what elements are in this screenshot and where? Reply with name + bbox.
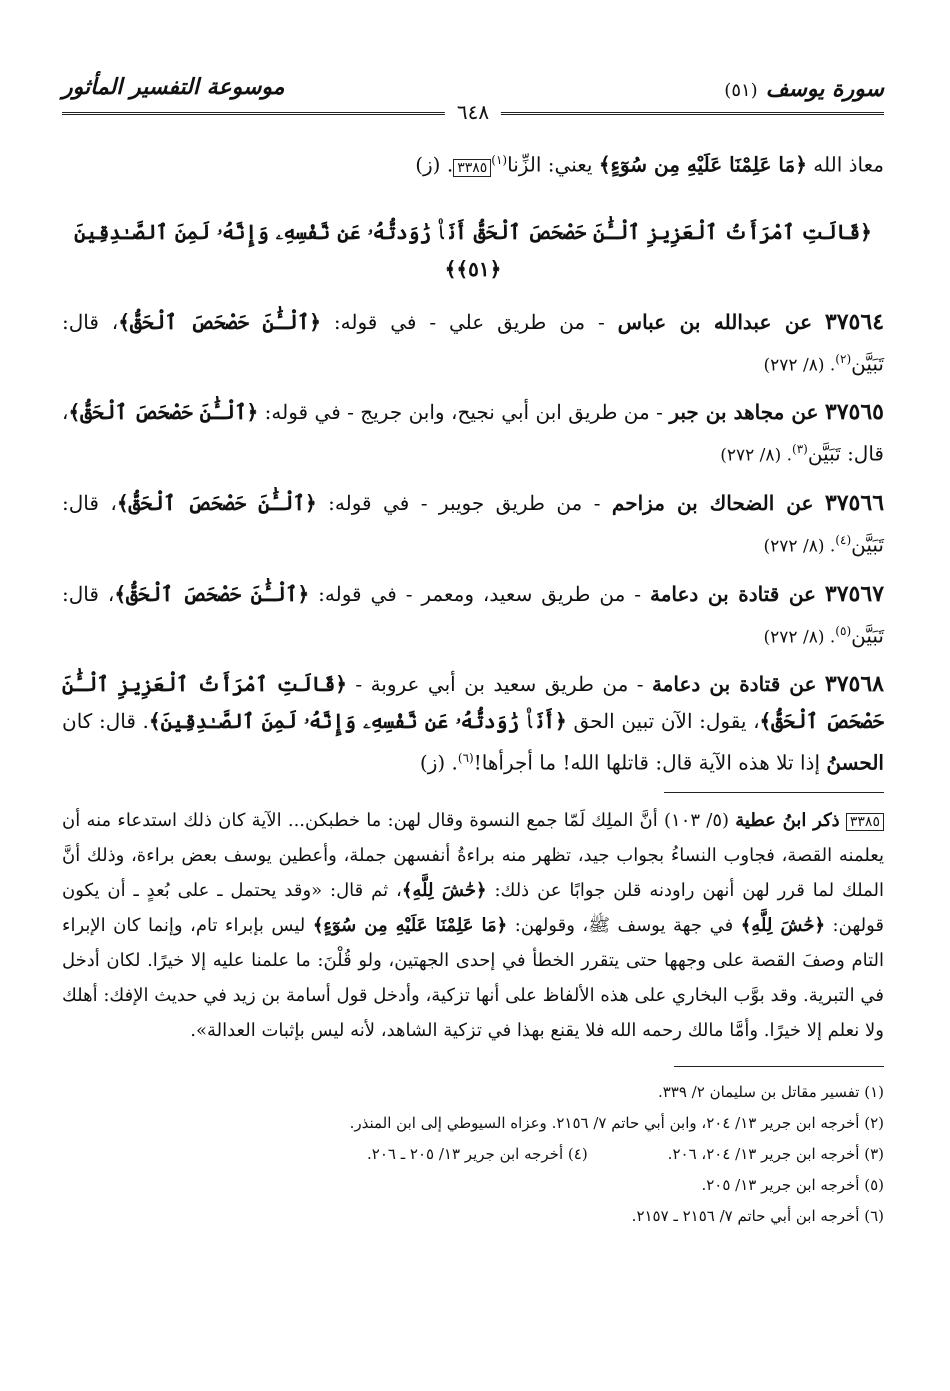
footnote-marker[interactable]: (١) bbox=[491, 153, 508, 167]
footnote-divider bbox=[674, 1066, 884, 1067]
report-item: ٣٧٥٦٧ عن قتادة بن دعامة - من طريق سعيد، ومعمر - في قوله: ﴿ٱلْـَٰٔنَ حَصْحَصَ ٱلْحَقُّ﴾، قال: تَبَيَّن$^{(٥)}$. (٨/ ٢٧٢) bbox=[62, 580, 885, 648]
report-number: ٣٧٥٦٥ bbox=[824, 399, 884, 426]
intro-paragraph: معاذ الله ﴿مَا عَلِمْنَا عَلَيْهِ مِن سُوٓءٍ﴾ يعني: الزِّنا$^{(١)}$٣٣٨٥. (ز) bbox=[415, 152, 884, 177]
quran-quote: ﴿ٱلْـَٰٔنَ حَصْحَصَ ٱلْحَقُّ﴾ bbox=[118, 309, 322, 334]
volume-ref: . (٨/ ٢٧٢) bbox=[763, 627, 836, 648]
quran-quote: ﴿حَٰشَ لِلَّهِ﴾ bbox=[401, 879, 487, 901]
quran-quote: ﴿مَا عَلِمْنَا عَلَيْهِ مِن سُوٓءٍ﴾ bbox=[598, 152, 807, 177]
footnote-marker[interactable]: (٦) bbox=[457, 751, 474, 766]
quran-quote: ﴿قَالَتِ ٱمْرَأَتُ ٱلْعَزِيزِ ٱلْـَٰٔنَ حَصْحَصَ ٱلْحَقُّ﴾ bbox=[62, 672, 884, 734]
commentary-note: ٣٣٨٥ ذكر ابنُ عطية (٥/ ١٠٣) أنَّ الملِك لَمّا جمع النسوة وقال لهن: ما خطبكن... الآية كان ذلك استدعاء منه أن يعلمنه القصة، فجاوب النساءُ بجواب جيد، تظهر منه براءةُ أنفسهن جملة، وأعطين يوسف بعض براءة، وذلك أنَّ الملك لما قرر لهن أنهن راودنه قلن جوابًا عن ذلك: ﴿حَٰشَ لِلَّهِ﴾، ثم قال: «وقد يحتمل ـ على بُعدٍ ـ أن يكون قولهن: ﴿حَٰشَ لِلَّهِ﴾ في جهة يوسف ﷺ، وقولهن: ﴿مَا عَلِمْنَا عَلَيْهِ مِن سُوٓءٍ﴾ ليس بإبراء تام، وإنما كان الإبراء التام وصفَ القصة على وجهها حتى يتقرر الخطأ في إحدى الجهتين، ولو قُلْنَ: ما علمنا عليه إلا خيرًا. لكان أدخل في التبرية. وقد بوَّب البخاري على هذه الألفاظ على أنها تزكية، وأدخل قول أسامة بن زيد في حديث الإفك: أهلك ولا نعلم إلا خيرًا. وأمَّا مالك رحمه الله فلا يقنع بهذا في تزكية الشاهد، لأنه ليس بإثبات العدالة». bbox=[62, 809, 884, 1041]
footnote: (١) تفسير مقاتل بن سليمان ٢/ ٣٣٩. bbox=[657, 1082, 884, 1101]
footnote-row bbox=[62, 1139, 884, 1170]
page-header bbox=[62, 70, 884, 124]
surah-name: سورة يوسف bbox=[765, 76, 884, 102]
footnote: (٢) أخرجه ابن جرير ١٣/ ٢٠٤، وابن أبي حاتم ٧/ ٢١٥٦. وعزاه السيوطي إلى ابن المنذر. bbox=[349, 1113, 884, 1132]
commentary-ref-box[interactable]: ٣٣٨٥ bbox=[846, 813, 884, 831]
footnote-marker[interactable]: (٥) bbox=[835, 623, 852, 638]
footnote: (٥) أخرجه ابن جرير ١٣/ ٢٠٥. bbox=[701, 1175, 884, 1194]
report-item: ٣٧٥٦٤ عن عبدالله بن عباس - من طريق علي - في قوله: ﴿ٱلْـَٰٔنَ حَصْحَصَ ٱلْحَقُّ﴾، قال: تَبَيَّن$^{(٢)}$. (٨/ ٢٧٢) bbox=[62, 308, 885, 376]
footnote-marker[interactable]: (٣) bbox=[792, 442, 808, 457]
scholar-name: ذكر ابنُ عطية bbox=[735, 809, 840, 831]
footnote: (٤) أخرجه ابن جرير ١٣/ ٢٠٥ ـ ٢٠٦. bbox=[367, 1144, 588, 1163]
verse-heading: ﴿قَالَتِ ٱمْرَأَتُ ٱلْعَزِيزِ ٱلْـَٰٔنَ حَصْحَصَ ٱلْحَقُّ أَنَا۠ رَٰوَدتُّهُۥ عَن نَّفْسِهِۦ وَإِنَّهُۥ لَمِنَ ٱلصَّـٰدِقِينَ ﴿٥١﴾﴾ bbox=[74, 219, 872, 281]
volume-ref: . (٨/ ٢٧٢) bbox=[763, 536, 836, 557]
quran-quote: ﴿حَٰشَ لِلَّهِ﴾ bbox=[740, 914, 826, 936]
quran-quote: ﴿مَا عَلِمْنَا عَلَيْهِ مِن سُوٓءٍ﴾ bbox=[312, 914, 508, 936]
footnote: (٦) أخرجه ابن أبي حاتم ٧/ ٢١٥٦ ـ ٢١٥٧. bbox=[631, 1206, 884, 1225]
section-divider bbox=[664, 792, 884, 793]
volume-ref: . (٨/ ٢٧٢) bbox=[763, 355, 836, 376]
report-item: ٣٧٥٦٥ عن مجاهد بن جبر - من طريق ابن أبي نجيح، وابن جريج - في قوله: ﴿ٱلْـَٰٔنَ حَصْحَصَ ٱلْحَقُّ﴾، قال: تَبَيَّن$^{(٣)}$. (٨/ ٢٧٢) bbox=[62, 399, 884, 466]
narrator-name: عن قتادة بن دعامة bbox=[651, 672, 817, 697]
narrator-name: عن مجاهد بن جبر bbox=[669, 400, 819, 425]
footnote-marker[interactable]: (٤) bbox=[835, 532, 852, 547]
footnote: (٣) أخرجه ابن جرير ١٣/ ٢٠٤، ٢٠٦. bbox=[667, 1144, 884, 1163]
report-number: ٣٧٥٦٦ bbox=[824, 489, 885, 516]
report-number: ٣٧٥٦٤ bbox=[824, 308, 885, 335]
footnote-marker[interactable]: (٢) bbox=[835, 351, 852, 366]
footnotes bbox=[62, 1077, 884, 1232]
quran-quote: ﴿ٱلْـَٰٔنَ حَصْحَصَ ٱلْحَقُّ﴾ bbox=[68, 400, 259, 425]
verse-number: (٥١) bbox=[724, 80, 758, 101]
narrator-name: عن قتادة بن دعامة bbox=[649, 581, 816, 606]
report-item: ٣٧٥٦٦ عن الضحاك بن مزاحم - من طريق جويبر - في قوله: ﴿ٱلْـَٰٔنَ حَصْحَصَ ٱلْحَقُّ﴾، قال: تَبَيَّن$^{(٤)}$. (٨/ ٢٧٢) bbox=[62, 489, 885, 557]
commentary-ref-box[interactable]: ٣٣٨٥ bbox=[453, 159, 491, 177]
quran-quote: ﴿ٱلْـَٰٔنَ حَصْحَصَ ٱلْحَقُّ﴾ bbox=[116, 490, 317, 515]
report-number: ٣٧٥٦٧ bbox=[824, 580, 885, 607]
quran-quote: ﴿ٱلْـَٰٔنَ حَصْحَصَ ٱلْحَقُّ﴾ bbox=[114, 581, 310, 606]
volume-ref: . (٨/ ٢٧٢) bbox=[720, 445, 793, 466]
narrator-name: الحسنُ bbox=[826, 750, 884, 775]
page-number: ٦٤٨ bbox=[445, 100, 501, 124]
book-title: موسوعة التفسير المأثور bbox=[62, 74, 285, 100]
quran-quote: ﴿أَنَا۠ رَٰوَدتُّهُۥ عَن نَّفْسِهِۦ وَإِنَّهُۥ لَمِنَ ٱلصَّـٰدِقِينَ﴾ bbox=[148, 709, 567, 734]
page bbox=[62, 70, 884, 1360]
narrator-name: عن عبدالله بن عباس bbox=[617, 309, 813, 334]
narrator-name: عن الضحاك بن مزاحم bbox=[611, 490, 814, 515]
report-number: ٣٧٥٦٨ bbox=[824, 671, 884, 698]
report-item: ٣٧٥٦٨ عن قتادة بن دعامة - من طريق سعيد بن أبي عروبة - ﴿قَالَتِ ٱمْرَأَتُ ٱلْعَزِيزِ ٱلْـَٰٔنَ حَصْحَصَ ٱلْحَقُّ﴾، يقول: الآن تبين الحق ﴿أَنَا۠ رَٰوَدتُّهُۥ عَن نَّفْسِهِۦ وَإِنَّهُۥ لَمِنَ ٱلصَّـٰدِقِينَ﴾. قال: كان الحسنُ إذا تلا هذه الآية قال: قاتلها الله! ما أجرأها!$^{(٦)}$. (ز) bbox=[62, 671, 884, 775]
surah-title bbox=[724, 76, 884, 102]
main-text bbox=[62, 142, 884, 1232]
